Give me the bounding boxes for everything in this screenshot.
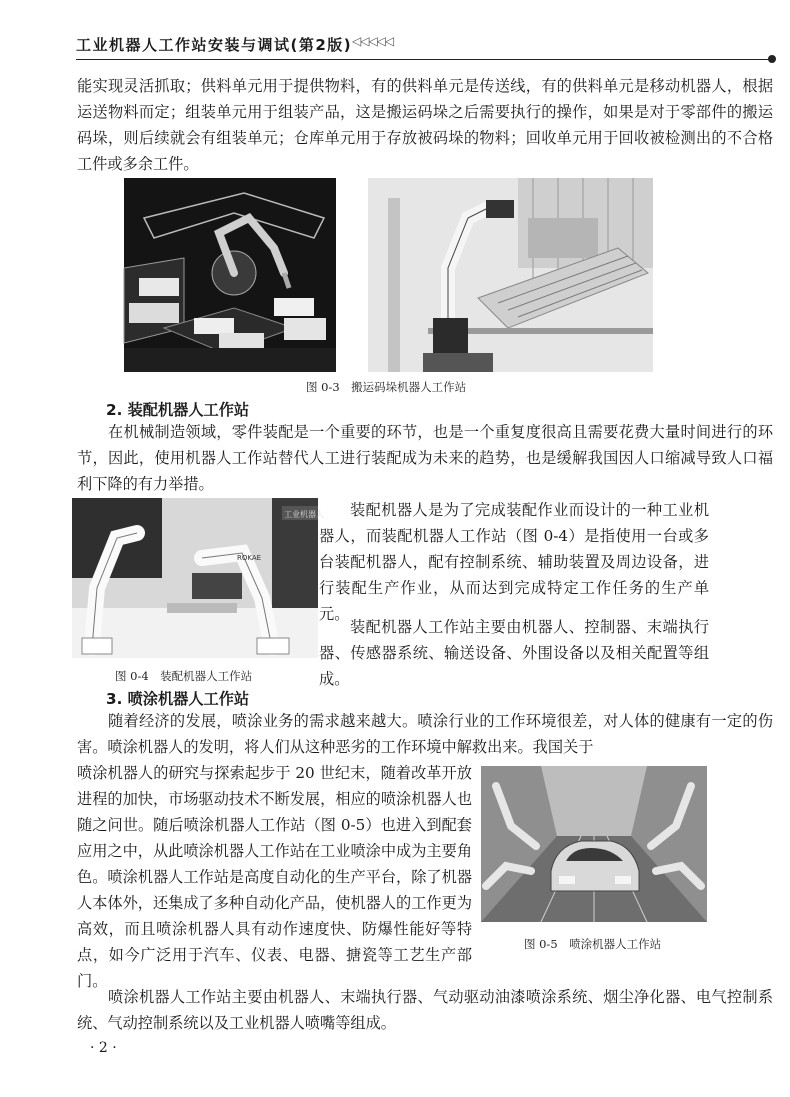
section-2-paragraph-1: 在机械制造领域，零件装配是一个重要的环节，也是一个重复度很高且需要花费大量时间进行的环节，因此，使用机器人工作站替代人工进行装配成为未来的趋势，也是缓解我国因人口缩减导致人口福利下降的有力举措。: [77, 423, 773, 493]
figure-0-4-photo: [72, 498, 324, 658]
running-header-title: 工业机器人工作站安装与调试(第2版): [76, 36, 353, 54]
intro-paragraph: 能实现灵活抓取；供料单元用于提供物料，有的供料单元是传送线，有的供料单元是移动机器人，根据运送物料而定；组装单元用于组装产品，这是搬运码垛之后需要执行的操作，如果是对于零部件的搬运码垛，则后续就会有组装单元；仓库单元用于存放被码垛的物料；回收单元用于回收被检测出的不合格工件或多余工件。: [77, 77, 773, 173]
header-rule-dot: [768, 55, 776, 63]
figure-0-5-photo: [481, 766, 707, 922]
page-number: · 2 ·: [90, 1040, 117, 1056]
figure-0-4-caption: 图 0-4 装配机器人工作站: [115, 669, 253, 683]
section-2-paragraph-3: 装配机器人工作站主要由机器人、控制器、末端执行器、传感器系统、输送设备、外围设备以及相关配置等组成。: [319, 618, 709, 688]
figure-0-4-banner-text: 工业机器人: [284, 510, 324, 519]
figure-0-5-caption: 图 0-5 喷涂机器人工作站: [524, 937, 662, 951]
figure-0-4-robot-brand: ROKAE: [237, 554, 262, 562]
figure-0-3-photo-left: [124, 178, 336, 372]
section-3-paragraph-2: 喷涂机器人的研究与探索起步于 20 世纪末，随着改革开放进程的加快，市场驱动技术不断发展，相应的喷涂机器人也随之问世。随后喷涂机器人工作站（图 0-5）也进入到配套应用之中，从此喷涂机器人工作站在工业喷涂中成为主要角色。喷涂机器人工作站是高度自动化的生产平台，除了机器人本体外，还集成了多种自动化产品，使机器人的工作更为高效，而且喷涂机器人具有动作速度快、防爆性能好等特点，如今广泛用于汽车、仪表、电器、搪瓷等工艺生产部门。: [77, 764, 472, 990]
header-rule: [76, 59, 772, 60]
header-arrow-ornament: ◁◁◁◁◁: [352, 34, 394, 48]
figure-0-3-photo-right: [368, 178, 653, 372]
section-3-paragraph-1: 随着经济的发展，喷涂业务的需求越来越大。喷涂行业的工作环境很差，对人体的健康有一定的伤害。喷涂机器人的发明，将人们从这种恶劣的工作环境中解救出来。我国关于: [77, 712, 773, 756]
section-2-heading: 2. 装配机器人工作站: [106, 401, 250, 419]
section-3-heading: 3. 喷涂机器人工作站: [106, 690, 250, 708]
section-2-paragraph-2: 装配机器人是为了完成装配作业而设计的一种工业机器人，而装配机器人工作站（图 0-4）是指使用一台或多台装配机器人，配有控制系统、辅助装置及周边设备，进行装配生产作业，从而达到完成特定工作任务的生产单元。: [319, 501, 709, 623]
section-3-paragraph-3: 喷涂机器人工作站主要由机器人、末端执行器、气动驱动油漆喷涂系统、烟尘净化器、电气控制系统、气动控制系统以及工业机器人喷嘴等组成。: [77, 988, 773, 1032]
figure-0-3-caption: 图 0-3 搬运码垛机器人工作站: [306, 380, 467, 394]
